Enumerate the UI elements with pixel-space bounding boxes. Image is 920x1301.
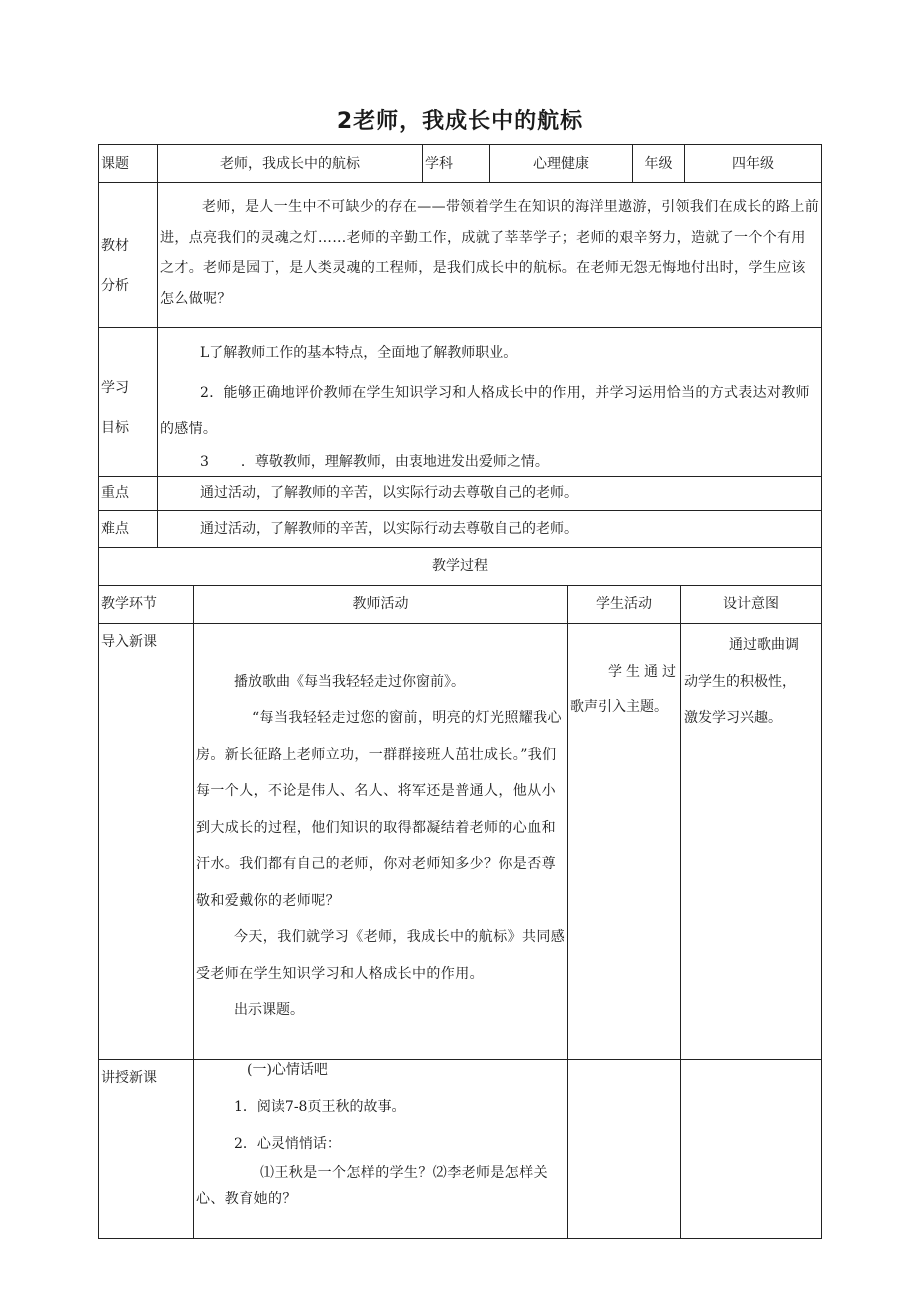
col-line [422, 144, 423, 183]
label-line: 教材 [101, 238, 129, 254]
row-line [98, 585, 822, 586]
col-line [567, 585, 568, 1239]
goal-3 [200, 447, 820, 477]
new-lesson-l2: 1．阅读7-8页王秋的故事。 [234, 1099, 406, 1115]
label-line: 学习 [101, 380, 129, 396]
col-line [98, 144, 99, 1239]
material-analysis-label [101, 226, 129, 306]
goal-3-text: ．尊敬教师，理解教师，由衷地进发出爱师之情。 [240, 454, 549, 470]
page-title: 2老师，我成长中的航标 [336, 109, 584, 134]
col-line [680, 585, 681, 1239]
grade-value: 四年级 [732, 156, 774, 172]
discipline-label: 学科 [425, 156, 453, 172]
key-point-text: 通过活动，了解教师的辛苦，以实际行动去尊敬自己的老师。 [200, 485, 578, 501]
goal-1: L了解教师工作的基本特点，全面地了解教师职业。 [200, 345, 518, 361]
row-line [98, 144, 822, 145]
student-line: 学生通过 [608, 664, 680, 680]
col-line [821, 144, 822, 1239]
row-line [98, 327, 822, 328]
difficulty-label: 难点 [101, 521, 129, 537]
row-line [98, 510, 822, 511]
intro-teacher-p2: “每当我轻轻走过您的窗前，明亮的灯光照耀我心房。新长征路上老师立功，一群群接班人茁壮成长。”我们每一个人，不论是伟人、名人、将军还是普通人，他从小到大成长的过程，他们知识的取得都凝结着老师的心血和汗水。我们都有自己的老师，你对老师知多少？你是否尊敬和爱戴你的老师呢？ [196, 710, 562, 909]
goal-3-number: 3 [200, 454, 209, 470]
label-line: 分析 [101, 278, 129, 294]
material-analysis-text: 老师，是人一生中不可缺少的存在——带领着学生在知识的海洋里遨游，引领我们在成长的路上前进，点亮我们的灵魂之灯……老师的辛勤工作，成就了莘莘学子；老师的艰辛努力，造就了一个个有用之才。老师是园丁，是人类灵魂的工程师，是我们成长中的航标。在老师无怨无悔地付出时，学生应该怎么做呢？ [160, 199, 820, 307]
intro-teacher-p3: 今天，我们就学习《老师，我成长中的航标》共同感受老师在学生知识学习和人格成长中的作用。 [196, 929, 566, 982]
row-line [98, 547, 822, 548]
new-lesson-l3: 2．心灵悄悄话： [234, 1136, 341, 1152]
col-header-intent: 设计意图 [723, 596, 779, 612]
new-lesson-l1: (一)心情话吧 [247, 1062, 328, 1078]
row-line [98, 623, 822, 624]
difficulty-text: 通过活动，了解教师的辛苦，以实际行动去尊敬自己的老师。 [200, 521, 578, 537]
label-line: 目标 [101, 420, 129, 436]
process-header: 教学过程 [432, 558, 488, 574]
col-header-teacher: 教师活动 [352, 596, 409, 612]
intro-teacher-p4: 出示课题。 [234, 1002, 304, 1018]
key-point-label: 重点 [101, 485, 129, 501]
stage-intro: 导入新课 [101, 634, 157, 650]
col-header-student: 学生活动 [596, 596, 652, 612]
goal-2: 2．能够正确地评价教师在学生知识学习和人格成长中的作用，并学习运用恰当的方式表达对教师的感情。 [160, 385, 810, 437]
intro-intent-text [684, 627, 820, 737]
intro-student-text [570, 655, 680, 725]
subject-label: 课题 [101, 156, 129, 172]
intent-line: 激发学习兴趣。 [684, 710, 782, 726]
grade-label: 年级 [644, 156, 673, 172]
row-line [98, 182, 822, 183]
col-header-stage: 教学环节 [101, 596, 157, 612]
new-lesson-l4: ⑴王秋是一个怎样的学生？⑵李老师是怎样关心、教育她的？ [196, 1165, 548, 1207]
subject-value: 老师，我成长中的航标 [220, 156, 360, 172]
row-line [98, 1059, 822, 1060]
student-line: 歌声引入主题。 [570, 699, 668, 715]
col-line [157, 144, 158, 548]
intent-line: 通过歌曲调 [729, 637, 799, 653]
intro-teacher-p1: 播放歌曲《每当我轻轻走过你窗前》。 [234, 674, 465, 690]
stage-new-lesson: 讲授新课 [101, 1070, 157, 1086]
learning-goals-label [101, 368, 129, 448]
intent-line: 动学生的积极性， [684, 673, 796, 690]
discipline-value: 心理健康 [533, 156, 589, 172]
row-line [98, 1238, 822, 1239]
col-line [193, 585, 194, 1239]
